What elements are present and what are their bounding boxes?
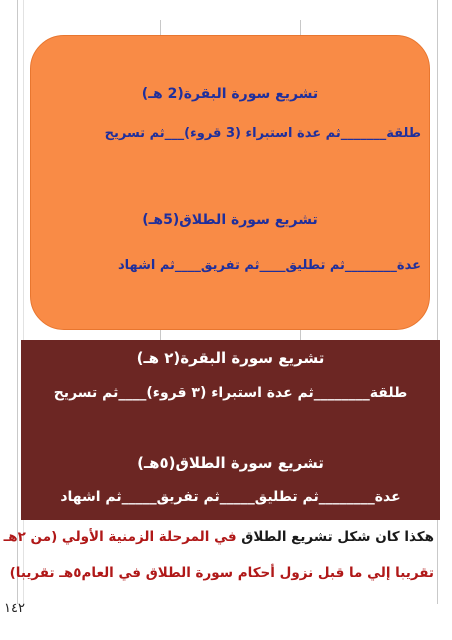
orange-rounded-box (30, 35, 430, 330)
note-text-red: في المرحلة الزمنية الأولي (من ٢هـ (3, 529, 237, 545)
note-line-1 (3, 529, 434, 545)
orange-title-baqarah: تشريع سورة البقرة(2 هـ) (141, 86, 319, 102)
page-border-left (17, 0, 18, 604)
maroon-box (21, 340, 440, 520)
orange-title-talaq: تشريع سورة الطلاق(5هـ) (142, 212, 318, 228)
maroon-line-baqarah: طلقة________ثم عدة استبراء (٣ قروء)____ثم تسريح (53, 385, 408, 401)
note-line-2 (9, 565, 434, 581)
maroon-line-talaq: عدة________ثم تطليق_____ثم تفريق_____ثم اشهاد (60, 489, 401, 505)
note-text-red-2: تقريبا إلي ما قبل نزول أحكام سورة الطلاق في العام٥هـ تقريبا) (9, 565, 434, 581)
note-text-black: هكذا كان شكل تشريع الطلاق (236, 529, 434, 545)
orange-line-talaq: عدة________ثم تطليق____ثم تفريق____ثم اشهاد (117, 258, 421, 273)
maroon-title-talaq: تشريع سورة الطلاق(٥هـ) (137, 454, 324, 472)
maroon-title-baqarah: تشريع سورة البقرة(٢ هـ) (136, 349, 325, 367)
orange-line-baqarah: طلقة_______ثم عدة استبراء (3 قروء)___ثم تسريح (104, 126, 421, 141)
page-number: ١٤٢ (4, 601, 25, 616)
